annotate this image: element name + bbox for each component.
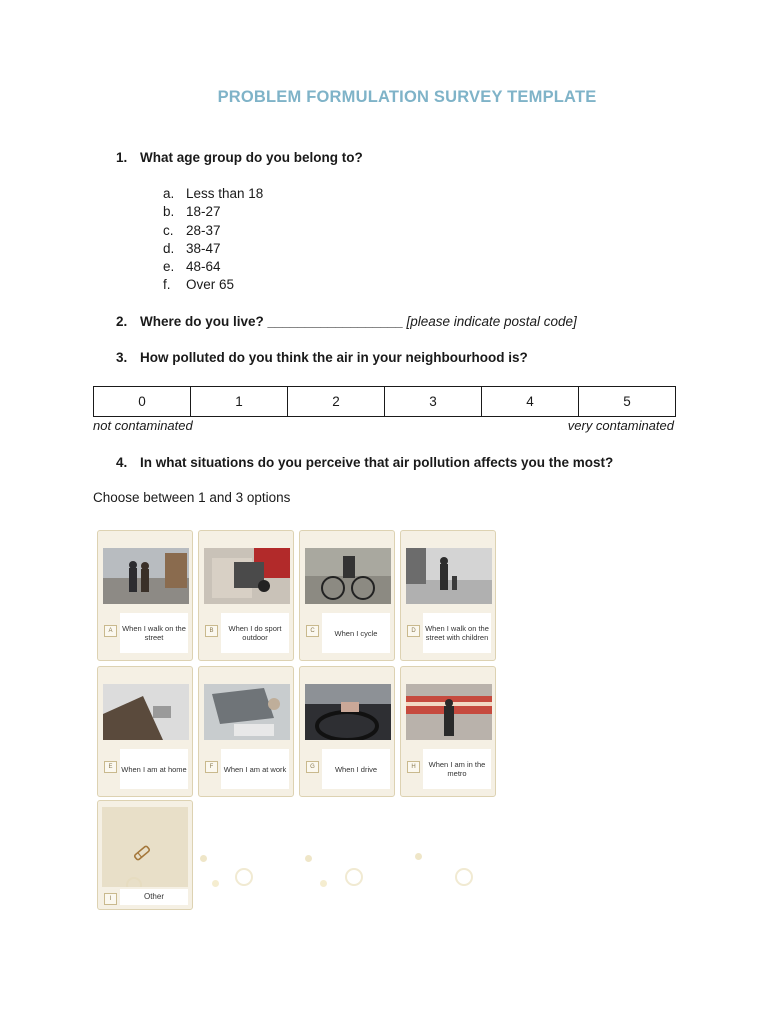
option-card-d[interactable]: D When I walk on the street with children <box>400 530 496 661</box>
question-2: 2. Where do you live? __________________ [please indicate postal code] <box>116 314 577 329</box>
age-options <box>163 185 263 295</box>
option-caption: When I am at home <box>120 749 188 789</box>
decor-dot <box>415 853 422 860</box>
decor-dot <box>235 868 253 886</box>
other-placeholder <box>102 807 188 887</box>
age-option[interactable]: f. Over 65 <box>163 277 235 293</box>
decor-dot <box>305 855 312 862</box>
scale-high-label: very contaminated <box>567 418 674 433</box>
pollution-scale <box>93 386 676 417</box>
age-option[interactable]: d. 38-47 <box>163 240 221 256</box>
option-card-f[interactable]: F When I am at work <box>198 666 294 797</box>
option-caption: Other <box>120 889 188 905</box>
option-caption: When I cycle <box>322 613 390 653</box>
question-1 <box>116 150 363 165</box>
question-number: 1. <box>116 150 128 165</box>
option-card-h[interactable]: H When I am in the metro <box>400 666 496 797</box>
sport-photo <box>204 548 290 604</box>
family-walk-photo <box>406 548 492 604</box>
scale-cell-5[interactable]: 5 <box>623 394 631 409</box>
age-option[interactable]: b. 18-27 <box>163 204 221 220</box>
decor-dot <box>320 880 327 887</box>
option-caption: When I am in the metro <box>423 749 491 789</box>
page-title: PROBLEM FORMULATION SURVEY TEMPLATE <box>217 88 597 106</box>
question-3: 3. How polluted do you think the air in your neighbourhood is? <box>116 350 528 365</box>
option-caption: When I walk on the street <box>120 613 188 653</box>
option-card-a[interactable]: A When I walk on the street <box>97 530 193 661</box>
age-option[interactable]: c. 28-37 <box>163 222 221 238</box>
option-card-g[interactable]: G When I drive <box>299 666 395 797</box>
option-card-e[interactable]: E When I am at home <box>97 666 193 797</box>
decor-dot <box>200 855 207 862</box>
scale-cell-0[interactable]: 0 <box>94 387 191 416</box>
work-photo <box>204 684 290 740</box>
age-option[interactable]: e. 48-64 <box>163 259 221 275</box>
decor-dot <box>455 868 473 886</box>
scale-low-label: not contaminated <box>93 418 193 433</box>
walking-photo <box>103 548 189 604</box>
option-card-b[interactable]: B When I do sport outdoor <box>198 530 294 661</box>
scale-cell-2[interactable]: 2 <box>288 387 385 416</box>
pencil-icon <box>102 807 188 887</box>
driving-photo <box>305 684 391 740</box>
option-caption: When I walk on the street with children <box>423 613 491 653</box>
option-caption: When I drive <box>322 749 390 789</box>
question-text[interactable]: Where do you live? __________________ <box>140 314 403 329</box>
instruction-text: Choose between 1 and 3 options <box>93 490 291 505</box>
cycling-photo <box>305 548 391 604</box>
decor-dot <box>212 880 219 887</box>
postal-code-hint: [please indicate postal code] <box>406 314 577 329</box>
option-caption: When I am at work <box>221 749 289 789</box>
age-option[interactable]: a. Less than 18 <box>163 186 264 201</box>
question-text: In what situations do you perceive that air pollution affects you the most? <box>140 455 614 470</box>
option-card-i[interactable]: I Other <box>97 800 193 910</box>
scale-cell-1[interactable]: 1 <box>191 387 288 416</box>
home-photo <box>103 684 189 740</box>
metro-photo <box>406 684 492 740</box>
question-text: What age group do you belong to? <box>140 150 363 165</box>
option-caption: When I do sport outdoor <box>221 613 289 653</box>
decor-dot <box>345 868 363 886</box>
question-text: How polluted do you think the air in your neighbourhood is? <box>140 350 528 365</box>
option-card-c[interactable]: C When I cycle <box>299 530 395 661</box>
scale-cell-4[interactable]: 4 <box>482 387 579 416</box>
scale-cell-3[interactable]: 3 <box>385 387 482 416</box>
question-4: 4. In what situations do you perceive that air pollution affects you the most? <box>116 455 614 470</box>
